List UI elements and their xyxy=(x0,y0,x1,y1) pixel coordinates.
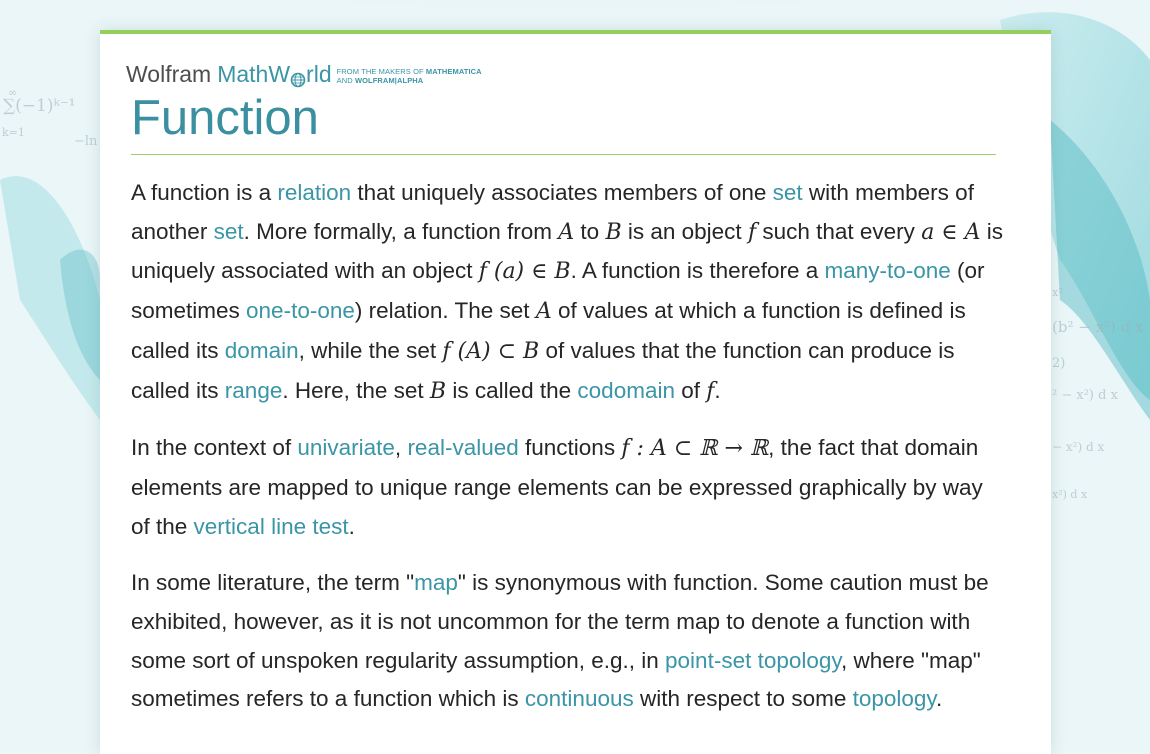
link-one-to-one[interactable]: one-to-one xyxy=(246,298,355,324)
link-many-to-one[interactable]: many-to-one xyxy=(824,258,951,284)
globe-icon xyxy=(290,70,306,88)
logo-mathworld-text xyxy=(217,61,331,88)
link-point-set-topology[interactable]: point-set topology xyxy=(665,647,841,673)
paragraph-map: In some literature, the term "map" is synonymous with function. Some caution must be exhibited, however, as it is not uncommon for the term map to denote a function with some sort of unspoken regularity assumption, e.g., in point-set topology, where "map" sometimes refers to a function which is continuous with respect to some topology. xyxy=(131,570,989,712)
link-domain[interactable]: domain xyxy=(224,337,299,363)
math-f-map: f : A ⊂ ℝ → ℝ xyxy=(621,436,769,462)
link-relation[interactable]: relation xyxy=(277,180,352,205)
link-set[interactable]: set xyxy=(213,218,244,244)
title-divider xyxy=(131,154,996,155)
background-formula: 2) xyxy=(1052,356,1066,371)
link-map[interactable]: map xyxy=(414,570,458,596)
math-f: f xyxy=(706,378,715,404)
link-real-valued[interactable]: real-valued xyxy=(407,435,519,461)
link-codomain[interactable]: codomain xyxy=(577,377,675,403)
background-formula: k=1 xyxy=(2,126,25,139)
math-f: f xyxy=(747,219,757,245)
math-B: B xyxy=(429,378,447,404)
math-A: A xyxy=(535,299,552,325)
mathworld-logo[interactable] xyxy=(126,58,482,88)
paragraph-univariate: In the context of univariate, real-valued functions f : A ⊂ ℝ → ℝ, the fact that domain elements are mapped to unique range elements can be expressed graphically by way of the vertical line test. xyxy=(131,435,983,539)
logo-mathworld-suffix: rld xyxy=(306,61,332,87)
background-formula: x² xyxy=(1052,286,1063,299)
article-card xyxy=(100,30,1051,754)
link-continuous[interactable]: continuous xyxy=(524,686,634,712)
math-a-in-A: a ∈ A xyxy=(921,219,981,245)
math-f-a-in-B: f (a) ∈ B xyxy=(478,259,571,285)
page-title: Function xyxy=(131,91,319,145)
background-formula: (b² − x²) d x xyxy=(1052,318,1144,336)
logo-mathworld-prefix: MathW xyxy=(217,61,291,87)
logo-wolfram-text: Wolfram xyxy=(126,61,212,87)
background-formula: − x²) d x xyxy=(1052,440,1105,454)
link-range[interactable]: range xyxy=(224,377,283,403)
background-formula: ² − x²) d x xyxy=(1052,388,1118,403)
link-set[interactable]: set xyxy=(772,180,803,205)
background-formula: x²) d x xyxy=(1052,488,1088,501)
paragraph-definition: A function is a relation that uniquely associates members of one set with members of another set. More formally, a function from A to B is an object f such that every a ∈ A is uniquely associated with an object f (a) ∈ B. A function is therefore a many-to-one (or sometimes one-to-one) relation. The set A of values at which a function is defined is called its domain, while the set f (A) ⊂ B of values that the function can produce is called its range. Here, the set B is called the codomain of f. xyxy=(131,180,1003,404)
article-body xyxy=(131,174,1006,737)
math-f-A-subset-B: f (A) ⊂ B xyxy=(442,338,540,364)
math-B: B xyxy=(605,219,622,245)
link-vertical-line-test[interactable]: vertical line test xyxy=(193,513,349,539)
background-formula: −ln xyxy=(74,134,98,149)
math-A: A xyxy=(558,219,575,245)
background-formula: ∞ xyxy=(8,86,18,99)
link-topology[interactable]: topology xyxy=(852,686,936,712)
background-formula: ∑(−1)ᵏ⁻¹ xyxy=(3,96,76,116)
logo-tagline: FROM THE MAKERS OF MATHEMATICA AND WOLFRAM|ALPHA xyxy=(336,67,482,85)
link-univariate[interactable]: univariate xyxy=(297,435,395,461)
